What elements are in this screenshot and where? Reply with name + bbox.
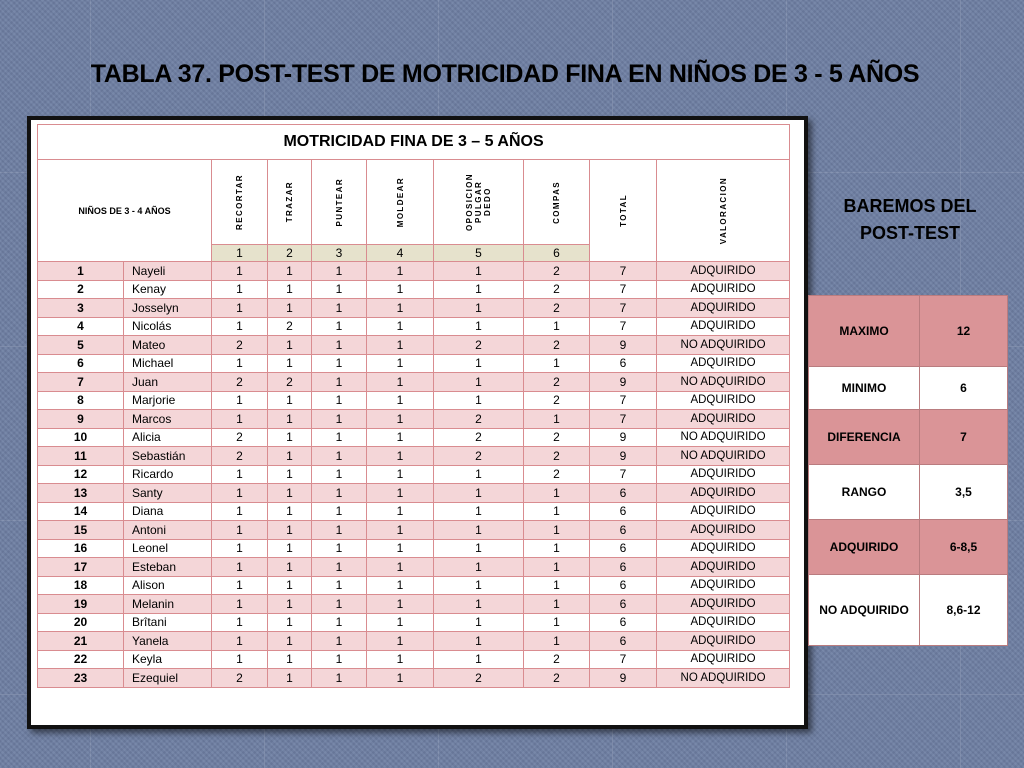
score-cell: 2	[434, 428, 524, 447]
valoracion-cell: ADQUIRIDO	[657, 539, 790, 558]
score-cell: 1	[434, 465, 524, 484]
score-cell: 1	[434, 484, 524, 503]
name-column-header: NIÑOS DE 3 - 4 AÑOS	[38, 160, 212, 262]
post-test-table	[37, 124, 790, 688]
score-cell: 2	[524, 373, 590, 392]
score-cell: 1	[367, 280, 434, 299]
table-row	[38, 410, 790, 429]
score-cell: 1	[367, 428, 434, 447]
baremos-row	[809, 296, 1008, 367]
valoracion-cell: ADQUIRIDO	[657, 280, 790, 299]
score-cell: 1	[268, 558, 312, 577]
valoracion-cell: ADQUIRIDO	[657, 650, 790, 669]
table-row	[38, 373, 790, 392]
score-cell: 1	[434, 262, 524, 281]
score-cell: 1	[268, 410, 312, 429]
score-cell: 2	[212, 428, 268, 447]
row-index: 7	[38, 373, 124, 392]
score-cell: 1	[268, 613, 312, 632]
row-index: 23	[38, 669, 124, 688]
table-row	[38, 336, 790, 355]
valoracion-cell: ADQUIRIDO	[657, 632, 790, 651]
row-index: 6	[38, 354, 124, 373]
table-row	[38, 595, 790, 614]
valoracion-cell: ADQUIRIDO	[657, 262, 790, 281]
score-cell: 1	[367, 336, 434, 355]
score-cell: 1	[312, 428, 367, 447]
child-name: Alison	[124, 576, 212, 595]
score-cell: 2	[212, 669, 268, 688]
row-index: 5	[38, 336, 124, 355]
table-row	[38, 465, 790, 484]
score-cell: 1	[268, 428, 312, 447]
total-cell: 6	[590, 521, 657, 540]
child-name: Juan	[124, 373, 212, 392]
valoracion-cell: NO ADQUIRIDO	[657, 373, 790, 392]
row-index: 13	[38, 484, 124, 503]
total-cell: 9	[590, 447, 657, 466]
child-name: Michael	[124, 354, 212, 373]
row-index: 22	[38, 650, 124, 669]
col-number: 1	[212, 245, 268, 262]
table-row	[38, 613, 790, 632]
baremos-table	[808, 295, 1008, 646]
score-cell: 1	[367, 447, 434, 466]
score-cell: 1	[367, 410, 434, 429]
score-cell: 1	[312, 317, 367, 336]
score-cell: 1	[312, 336, 367, 355]
row-index: 21	[38, 632, 124, 651]
score-cell: 1	[367, 613, 434, 632]
row-index: 12	[38, 465, 124, 484]
valoracion-cell: ADQUIRIDO	[657, 317, 790, 336]
table-row	[38, 484, 790, 503]
score-cell: 2	[434, 447, 524, 466]
score-cell: 1	[524, 354, 590, 373]
col-header-moldear: MOLDEAR	[367, 160, 434, 245]
child-name: Diana	[124, 502, 212, 521]
baremos-row	[809, 575, 1008, 646]
score-cell: 2	[524, 391, 590, 410]
child-name: Leonel	[124, 539, 212, 558]
score-cell: 1	[212, 410, 268, 429]
score-cell: 1	[434, 391, 524, 410]
total-cell: 7	[590, 299, 657, 318]
baremos-label: ADQUIRIDO	[809, 520, 920, 575]
score-cell: 2	[524, 336, 590, 355]
total-cell: 7	[590, 317, 657, 336]
score-cell: 1	[312, 262, 367, 281]
valoracion-cell: ADQUIRIDO	[657, 576, 790, 595]
col-number: 6	[524, 245, 590, 262]
score-cell: 1	[268, 595, 312, 614]
total-cell: 9	[590, 373, 657, 392]
child-name: Nayeli	[124, 262, 212, 281]
table-row	[38, 299, 790, 318]
score-cell: 1	[212, 595, 268, 614]
slide-title: TABLA 37. POST-TEST DE MOTRICIDAD FINA EN NIÑOS DE 3 - 5 AÑOS	[90, 60, 920, 88]
baremos-title: BAREMOS DEL POST-TEST	[843, 196, 977, 243]
row-index: 10	[38, 428, 124, 447]
score-cell: 2	[434, 669, 524, 688]
baremos-value: 3,5	[920, 465, 1008, 520]
row-index: 14	[38, 502, 124, 521]
score-cell: 1	[312, 669, 367, 688]
score-cell: 1	[434, 576, 524, 595]
score-cell: 1	[367, 632, 434, 651]
score-cell: 2	[212, 447, 268, 466]
score-cell: 1	[312, 484, 367, 503]
score-cell: 2	[434, 336, 524, 355]
score-cell: 1	[212, 558, 268, 577]
valoracion-cell: NO ADQUIRIDO	[657, 428, 790, 447]
row-index: 3	[38, 299, 124, 318]
score-cell: 1	[312, 576, 367, 595]
score-cell: 2	[524, 650, 590, 669]
score-cell: 1	[367, 354, 434, 373]
score-cell: 1	[367, 317, 434, 336]
col-number: 3	[312, 245, 367, 262]
score-cell: 1	[212, 484, 268, 503]
score-cell: 1	[434, 613, 524, 632]
score-cell: 1	[524, 410, 590, 429]
score-cell: 1	[212, 299, 268, 318]
score-cell: 1	[312, 354, 367, 373]
score-cell: 2	[212, 336, 268, 355]
total-cell: 6	[590, 354, 657, 373]
total-cell: 7	[590, 410, 657, 429]
table-row	[38, 447, 790, 466]
child-name: Kenay	[124, 280, 212, 299]
total-cell: 6	[590, 595, 657, 614]
score-cell: 1	[434, 595, 524, 614]
child-name: Melanin	[124, 595, 212, 614]
valoracion-cell: NO ADQUIRIDO	[657, 447, 790, 466]
score-cell: 1	[212, 632, 268, 651]
score-cell: 1	[312, 558, 367, 577]
score-cell: 1	[268, 484, 312, 503]
row-index: 1	[38, 262, 124, 281]
score-cell: 1	[312, 613, 367, 632]
score-cell: 1	[312, 410, 367, 429]
valoracion-cell: ADQUIRIDO	[657, 391, 790, 410]
score-cell: 1	[524, 484, 590, 503]
score-cell: 1	[434, 317, 524, 336]
row-index: 11	[38, 447, 124, 466]
score-cell: 1	[312, 280, 367, 299]
score-cell: 1	[312, 391, 367, 410]
score-cell: 1	[268, 447, 312, 466]
row-index: 20	[38, 613, 124, 632]
score-cell: 1	[212, 354, 268, 373]
baremos-row	[809, 410, 1008, 465]
total-cell: 6	[590, 613, 657, 632]
score-cell: 1	[268, 539, 312, 558]
score-cell: 1	[212, 502, 268, 521]
score-cell: 1	[312, 595, 367, 614]
score-cell: 2	[524, 262, 590, 281]
score-cell: 1	[367, 539, 434, 558]
score-cell: 1	[367, 502, 434, 521]
col-number: 2	[268, 245, 312, 262]
score-cell: 1	[268, 465, 312, 484]
baremos-value: 6	[920, 367, 1008, 410]
col-header-total: TOTAL	[590, 160, 657, 262]
table-row	[38, 280, 790, 299]
score-cell: 2	[268, 317, 312, 336]
score-cell: 1	[312, 632, 367, 651]
score-cell: 1	[367, 262, 434, 281]
child-name: Ricardo	[124, 465, 212, 484]
score-cell: 1	[434, 354, 524, 373]
score-cell: 1	[268, 336, 312, 355]
score-cell: 2	[524, 465, 590, 484]
total-cell: 6	[590, 558, 657, 577]
row-index: 18	[38, 576, 124, 595]
valoracion-cell: ADQUIRIDO	[657, 410, 790, 429]
score-cell: 2	[524, 280, 590, 299]
baremos-value: 6-8,5	[920, 520, 1008, 575]
table-row	[38, 428, 790, 447]
valoracion-cell: ADQUIRIDO	[657, 299, 790, 318]
score-cell: 1	[312, 539, 367, 558]
score-cell: 1	[312, 650, 367, 669]
table-row	[38, 317, 790, 336]
score-cell: 1	[434, 502, 524, 521]
score-cell: 1	[434, 632, 524, 651]
score-cell: 1	[524, 558, 590, 577]
score-cell: 1	[367, 299, 434, 318]
baremos-row	[809, 367, 1008, 410]
score-cell: 1	[268, 391, 312, 410]
score-cell: 1	[367, 465, 434, 484]
child-name: Antoni	[124, 521, 212, 540]
score-cell: 1	[434, 558, 524, 577]
score-cell: 1	[268, 576, 312, 595]
score-cell: 1	[268, 632, 312, 651]
valoracion-cell: NO ADQUIRIDO	[657, 669, 790, 688]
table-row	[38, 576, 790, 595]
score-cell: 1	[268, 521, 312, 540]
score-cell: 1	[268, 280, 312, 299]
child-name: Alicia	[124, 428, 212, 447]
child-name: Ezequiel	[124, 669, 212, 688]
score-cell: 1	[212, 262, 268, 281]
baremos-label: NO ADQUIRIDO	[809, 575, 920, 646]
score-cell: 2	[524, 447, 590, 466]
score-cell: 1	[434, 539, 524, 558]
col-header-recortar: RECORTAR	[212, 160, 268, 245]
score-cell: 2	[524, 428, 590, 447]
row-index: 9	[38, 410, 124, 429]
score-cell: 1	[524, 539, 590, 558]
baremos-label: MINIMO	[809, 367, 920, 410]
table-row	[38, 669, 790, 688]
score-cell: 1	[524, 595, 590, 614]
col-number: 4	[367, 245, 434, 262]
score-cell: 1	[212, 539, 268, 558]
child-name: Sebastián	[124, 447, 212, 466]
score-cell: 1	[268, 299, 312, 318]
score-cell: 1	[212, 613, 268, 632]
score-cell: 1	[367, 576, 434, 595]
table-row	[38, 539, 790, 558]
score-cell: 1	[367, 484, 434, 503]
score-cell: 1	[524, 502, 590, 521]
child-name: Mateo	[124, 336, 212, 355]
table-row	[38, 521, 790, 540]
score-cell: 1	[312, 521, 367, 540]
score-cell: 1	[212, 465, 268, 484]
child-name: Yanela	[124, 632, 212, 651]
score-cell: 1	[367, 595, 434, 614]
row-index: 17	[38, 558, 124, 577]
total-cell: 7	[590, 280, 657, 299]
col-header-trazar: TRAZAR	[268, 160, 312, 245]
row-index: 2	[38, 280, 124, 299]
score-cell: 2	[524, 299, 590, 318]
score-cell: 1	[212, 521, 268, 540]
baremos-label: RANGO	[809, 465, 920, 520]
total-cell: 7	[590, 262, 657, 281]
score-cell: 1	[312, 373, 367, 392]
score-cell: 1	[524, 613, 590, 632]
row-index: 15	[38, 521, 124, 540]
table-row	[38, 632, 790, 651]
score-cell: 1	[434, 373, 524, 392]
score-cell: 1	[268, 502, 312, 521]
score-cell: 1	[268, 669, 312, 688]
score-cell: 2	[268, 373, 312, 392]
col-header-oposicion: OPOSICION PULGAR DEDO	[434, 160, 524, 245]
baremos-value: 12	[920, 296, 1008, 367]
score-cell: 1	[367, 521, 434, 540]
score-cell: 1	[312, 465, 367, 484]
score-cell: 1	[434, 299, 524, 318]
score-cell: 1	[367, 650, 434, 669]
score-cell: 1	[212, 391, 268, 410]
table-row	[38, 558, 790, 577]
total-cell: 6	[590, 576, 657, 595]
child-name: Nicolás	[124, 317, 212, 336]
score-cell: 1	[434, 280, 524, 299]
score-cell: 1	[212, 650, 268, 669]
child-name: Marcos	[124, 410, 212, 429]
baremos-label: MAXIMO	[809, 296, 920, 367]
score-cell: 2	[434, 410, 524, 429]
score-cell: 1	[312, 299, 367, 318]
valoracion-cell: ADQUIRIDO	[657, 558, 790, 577]
baremos-value: 8,6-12	[920, 575, 1008, 646]
total-cell: 6	[590, 632, 657, 651]
score-cell: 1	[312, 502, 367, 521]
row-index: 16	[38, 539, 124, 558]
score-cell: 1	[268, 354, 312, 373]
baremos-value: 7	[920, 410, 1008, 465]
total-cell: 7	[590, 465, 657, 484]
score-cell: 1	[367, 669, 434, 688]
col-number: 5	[434, 245, 524, 262]
valoracion-cell: ADQUIRIDO	[657, 484, 790, 503]
col-header-valoracion: VALORACION	[657, 160, 790, 262]
total-cell: 9	[590, 428, 657, 447]
table-body	[38, 262, 790, 688]
total-cell: 6	[590, 484, 657, 503]
valoracion-cell: ADQUIRIDO	[657, 465, 790, 484]
post-test-table-frame	[27, 116, 808, 729]
valoracion-cell: ADQUIRIDO	[657, 613, 790, 632]
child-name: Brîtani	[124, 613, 212, 632]
score-cell: 1	[434, 650, 524, 669]
child-name: Keyla	[124, 650, 212, 669]
score-cell: 1	[524, 632, 590, 651]
score-cell: 1	[212, 317, 268, 336]
table-row	[38, 391, 790, 410]
row-index: 8	[38, 391, 124, 410]
score-cell: 1	[212, 576, 268, 595]
valoracion-cell: NO ADQUIRIDO	[657, 336, 790, 355]
table-row	[38, 502, 790, 521]
table-row	[38, 354, 790, 373]
valoracion-cell: ADQUIRIDO	[657, 502, 790, 521]
score-cell: 2	[524, 669, 590, 688]
child-name: Marjorie	[124, 391, 212, 410]
score-cell: 1	[367, 391, 434, 410]
score-cell: 1	[367, 558, 434, 577]
row-index: 19	[38, 595, 124, 614]
row-index: 4	[38, 317, 124, 336]
child-name: Josselyn	[124, 299, 212, 318]
score-cell: 1	[434, 521, 524, 540]
table-row	[38, 650, 790, 669]
total-cell: 9	[590, 669, 657, 688]
score-cell: 1	[524, 317, 590, 336]
baremos-label: DIFERENCIA	[809, 410, 920, 465]
total-cell: 9	[590, 336, 657, 355]
baremos-row	[809, 465, 1008, 520]
total-cell: 6	[590, 502, 657, 521]
child-name: Santy	[124, 484, 212, 503]
total-cell: 6	[590, 539, 657, 558]
child-name: Esteban	[124, 558, 212, 577]
table-row	[38, 262, 790, 281]
score-cell: 1	[367, 373, 434, 392]
score-cell: 1	[268, 262, 312, 281]
score-cell: 2	[212, 373, 268, 392]
col-header-compas: COMPAS	[524, 160, 590, 245]
col-header-puntear: PUNTEAR	[312, 160, 367, 245]
total-cell: 7	[590, 650, 657, 669]
baremos-row	[809, 520, 1008, 575]
valoracion-cell: ADQUIRIDO	[657, 521, 790, 540]
score-cell: 1	[268, 650, 312, 669]
score-cell: 1	[524, 576, 590, 595]
valoracion-cell: ADQUIRIDO	[657, 595, 790, 614]
valoracion-cell: ADQUIRIDO	[657, 354, 790, 373]
total-cell: 7	[590, 391, 657, 410]
score-cell: 1	[312, 447, 367, 466]
score-cell: 1	[212, 280, 268, 299]
score-cell: 1	[524, 521, 590, 540]
table-caption: MOTRICIDAD FINA DE 3 – 5 AÑOS	[38, 125, 790, 160]
